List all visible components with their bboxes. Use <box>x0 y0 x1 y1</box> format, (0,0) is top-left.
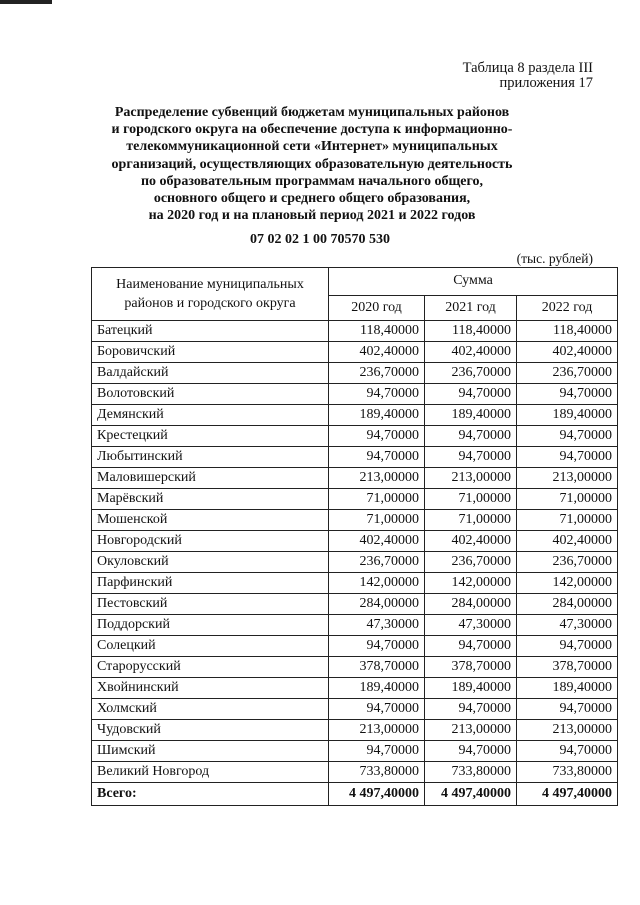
district-name-cell: Хвойнинский <box>92 678 329 699</box>
district-name-cell: Мошенской <box>92 510 329 531</box>
total-amount-cell: 4 497,40000 <box>517 783 618 806</box>
column-header-sum: Сумма <box>329 268 618 296</box>
amount-cell: 189,40000 <box>329 678 425 699</box>
table-row <box>92 699 618 720</box>
table-row <box>92 489 618 510</box>
amount-cell: 94,70000 <box>425 741 517 762</box>
amount-cell: 284,00000 <box>329 594 425 615</box>
amount-cell: 189,40000 <box>517 405 618 426</box>
amount-cell: 94,70000 <box>329 741 425 762</box>
table-reference-line1: Таблица 8 раздела III <box>462 60 593 76</box>
amount-cell: 142,00000 <box>329 573 425 594</box>
district-name-cell: Поддорский <box>92 615 329 636</box>
amount-cell: 378,70000 <box>425 657 517 678</box>
amount-cell: 71,00000 <box>425 489 517 510</box>
units-note: (тыс. рублей) <box>516 251 593 266</box>
amount-cell: 71,00000 <box>425 510 517 531</box>
amount-cell: 94,70000 <box>329 636 425 657</box>
amount-cell: 236,70000 <box>329 552 425 573</box>
amount-cell: 47,30000 <box>425 615 517 636</box>
title-line: на 2020 год и на плановый период 2021 и 2022 годов <box>148 208 476 224</box>
table-reference-line2: приложения 17 <box>499 75 593 91</box>
table-row <box>92 552 618 573</box>
title-line: Распределение субвенций бюджетам муниципальных районов <box>114 105 510 120</box>
amount-cell: 236,70000 <box>425 363 517 384</box>
amount-cell: 284,00000 <box>425 594 517 615</box>
table-row <box>92 468 618 489</box>
table-row <box>92 657 618 678</box>
table-row <box>92 363 618 384</box>
table-row <box>92 678 618 699</box>
table-header-row <box>92 268 618 296</box>
district-name-cell: Демянский <box>92 405 329 426</box>
amount-cell: 94,70000 <box>329 447 425 468</box>
amount-cell: 94,70000 <box>425 426 517 447</box>
amount-cell: 94,70000 <box>329 426 425 447</box>
amount-cell: 118,40000 <box>425 321 517 342</box>
title-line: организаций, осуществляющих образовательную деятельность <box>111 156 513 172</box>
table-row <box>92 531 618 552</box>
table-row <box>92 321 618 342</box>
district-name-cell: Великий Новгород <box>92 762 329 783</box>
subvention-table <box>91 267 618 806</box>
total-label-cell: Всего: <box>92 783 329 806</box>
amount-cell: 189,40000 <box>329 405 425 426</box>
district-name-cell: Крестецкий <box>92 426 329 447</box>
amount-cell: 94,70000 <box>329 384 425 405</box>
district-name-cell: Валдайский <box>92 363 329 384</box>
district-name-cell: Пестовский <box>92 594 329 615</box>
table-row <box>92 594 618 615</box>
amount-cell: 71,00000 <box>517 510 618 531</box>
amount-cell: 733,80000 <box>517 762 618 783</box>
amount-cell: 189,40000 <box>425 678 517 699</box>
amount-cell: 213,00000 <box>517 468 618 489</box>
amount-cell: 213,00000 <box>425 720 517 741</box>
amount-cell: 213,00000 <box>329 720 425 741</box>
district-name-cell: Окуловский <box>92 552 329 573</box>
table-row <box>92 720 618 741</box>
table-row <box>92 447 618 468</box>
total-amount-cell: 4 497,40000 <box>425 783 517 806</box>
table-row <box>92 636 618 657</box>
amount-cell: 213,00000 <box>329 468 425 489</box>
amount-cell: 71,00000 <box>329 510 425 531</box>
amount-cell: 94,70000 <box>517 636 618 657</box>
amount-cell: 236,70000 <box>425 552 517 573</box>
total-amount-cell: 4 497,40000 <box>329 783 425 806</box>
district-name-cell: Холмский <box>92 699 329 720</box>
district-name-cell: Волотовский <box>92 384 329 405</box>
document-title <box>92 104 532 224</box>
amount-cell: 378,70000 <box>329 657 425 678</box>
title-line: и городского округа на обеспечение доступа к информационно- <box>111 122 513 138</box>
amount-cell: 236,70000 <box>517 552 618 573</box>
amount-cell: 402,40000 <box>517 531 618 552</box>
district-name-cell: Боровичский <box>92 342 329 363</box>
district-name-cell: Шимский <box>92 741 329 762</box>
amount-cell: 47,30000 <box>329 615 425 636</box>
amount-cell: 94,70000 <box>329 699 425 720</box>
table-reference <box>463 61 593 91</box>
amount-cell: 71,00000 <box>517 489 618 510</box>
amount-cell: 94,70000 <box>517 699 618 720</box>
amount-cell: 402,40000 <box>329 531 425 552</box>
amount-cell: 402,40000 <box>425 531 517 552</box>
column-header-2022: 2022 год <box>517 295 618 320</box>
amount-cell: 142,00000 <box>517 573 618 594</box>
amount-cell: 94,70000 <box>425 636 517 657</box>
amount-cell: 733,80000 <box>425 762 517 783</box>
district-name-cell: Марёвский <box>92 489 329 510</box>
scan-edge-mark <box>0 0 52 4</box>
amount-cell: 94,70000 <box>517 426 618 447</box>
title-line: по образовательным программам начального общего, <box>140 173 484 189</box>
amount-cell: 236,70000 <box>329 363 425 384</box>
amount-cell: 189,40000 <box>517 678 618 699</box>
table-row <box>92 510 618 531</box>
district-name-cell: Старорусский <box>92 657 329 678</box>
amount-cell: 118,40000 <box>517 321 618 342</box>
amount-cell: 402,40000 <box>517 342 618 363</box>
table-row <box>92 384 618 405</box>
amount-cell: 94,70000 <box>517 741 618 762</box>
budget-code: 07 02 02 1 00 70570 530 <box>250 232 390 247</box>
district-name-cell: Батецкий <box>92 321 329 342</box>
amount-cell: 284,00000 <box>517 594 618 615</box>
amount-cell: 189,40000 <box>425 405 517 426</box>
amount-cell: 378,70000 <box>517 657 618 678</box>
amount-cell: 94,70000 <box>425 384 517 405</box>
table-row <box>92 426 618 447</box>
table-row <box>92 741 618 762</box>
district-name-cell: Любытинский <box>92 447 329 468</box>
table-row <box>92 615 618 636</box>
amount-cell: 236,70000 <box>517 363 618 384</box>
table-row <box>92 573 618 594</box>
amount-cell: 94,70000 <box>517 447 618 468</box>
table-row <box>92 342 618 363</box>
district-name-cell: Солецкий <box>92 636 329 657</box>
amount-cell: 94,70000 <box>425 699 517 720</box>
amount-cell: 94,70000 <box>517 384 618 405</box>
amount-cell: 94,70000 <box>425 447 517 468</box>
district-name-cell: Маловишерский <box>92 468 329 489</box>
amount-cell: 118,40000 <box>329 321 425 342</box>
amount-cell: 402,40000 <box>425 342 517 363</box>
title-line: телекоммуникационной сети «Интернет» муниципальных <box>126 139 498 155</box>
district-name-cell: Новгородский <box>92 531 329 552</box>
amount-cell: 213,00000 <box>517 720 618 741</box>
column-header-name: Наименование муниципальных районов и городского округа <box>92 268 329 321</box>
column-header-2021: 2021 год <box>425 295 517 320</box>
table-row <box>92 762 618 783</box>
total-row <box>92 783 618 806</box>
district-name-cell: Парфинский <box>92 573 329 594</box>
amount-cell: 733,80000 <box>329 762 425 783</box>
amount-cell: 47,30000 <box>517 615 618 636</box>
amount-cell: 71,00000 <box>329 489 425 510</box>
title-line: основного общего и среднего общего образования, <box>153 191 471 207</box>
amount-cell: 402,40000 <box>329 342 425 363</box>
column-header-2020: 2020 год <box>329 295 425 320</box>
district-name-cell: Чудовский <box>92 720 329 741</box>
amount-cell: 142,00000 <box>425 573 517 594</box>
amount-cell: 213,00000 <box>425 468 517 489</box>
table-row <box>92 405 618 426</box>
